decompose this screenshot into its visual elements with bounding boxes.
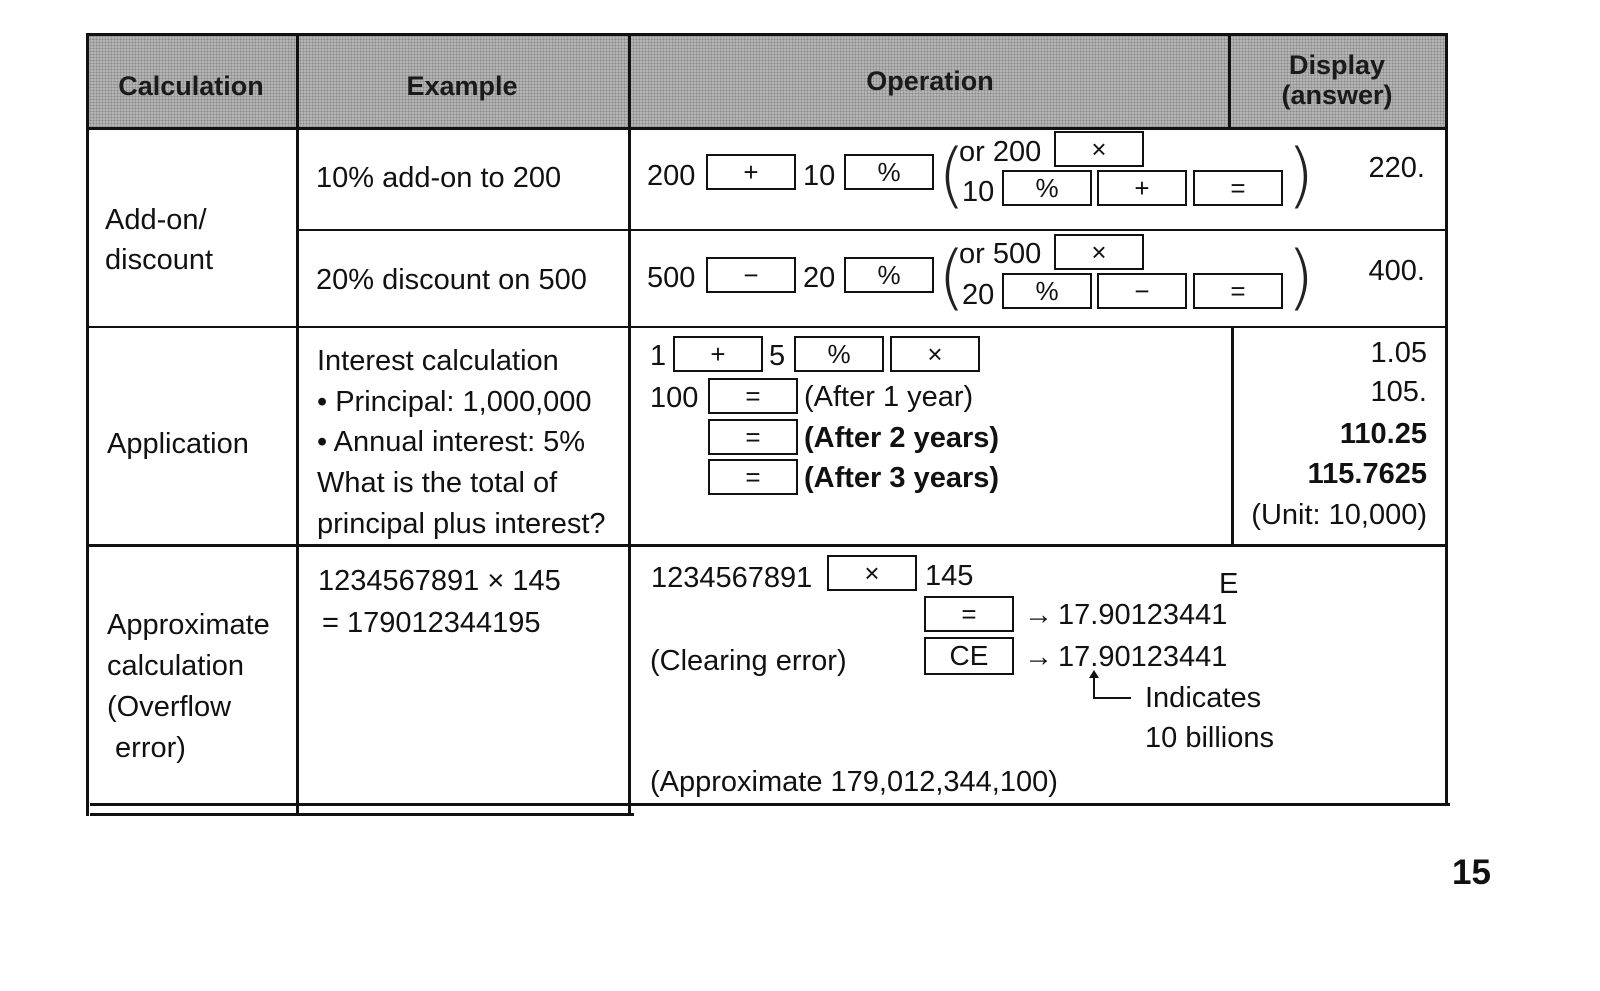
calc-approx-line: error): [107, 732, 186, 764]
example-application-line: • Principal: 1,000,000: [317, 386, 592, 418]
table-header-band: [86, 35, 1447, 127]
op1-n1: 200: [647, 160, 696, 192]
table-border-top: [86, 33, 1448, 36]
header-display-1: Display: [1288, 50, 1386, 80]
col-divider-display-header: [1228, 33, 1231, 130]
result-2: 17.90123441: [1058, 641, 1228, 673]
error-flag-e: E: [1219, 568, 1239, 600]
app-note-year-2: (After 2 years): [804, 422, 1000, 454]
display-app-line: 110.25: [1339, 418, 1427, 450]
key-percent: %: [794, 336, 884, 372]
example-application-line: Interest calculation: [317, 345, 559, 377]
key-multiply: ×: [1054, 131, 1144, 167]
key-equals: =: [924, 596, 1014, 632]
display-400: 400.: [1368, 255, 1425, 287]
key-minus: −: [706, 257, 796, 293]
header-calculation: Calculation: [118, 71, 264, 101]
calc-approx-line: Approximate: [107, 609, 270, 641]
display-220: 220.: [1368, 152, 1425, 184]
calc-approx-line: (Overflow: [107, 691, 232, 723]
op2-n1: 500: [647, 262, 696, 294]
example-addon: 10% add-on to 200: [316, 162, 562, 194]
key-plus: +: [706, 154, 796, 190]
op2-or-line: or 500: [959, 238, 1042, 270]
example-application-line: What is the total of: [317, 467, 558, 499]
calc-application: Application: [107, 428, 249, 460]
table-border-bottom: [90, 803, 1450, 806]
example-approx-1: 1234567891 × 145: [318, 565, 561, 597]
example-application-line: principal plus interest?: [317, 508, 606, 540]
table-border-bottom-left: [90, 813, 634, 816]
header-border-bottom: [86, 127, 1448, 130]
key-multiply: ×: [890, 336, 980, 372]
col-divider-display-application: [1231, 326, 1234, 546]
header-display-2: (answer): [1281, 80, 1393, 110]
app-op-n2: 5: [769, 340, 786, 372]
open-paren: (: [938, 134, 966, 216]
key-equals: =: [708, 459, 798, 495]
row-divider-approx: [88, 544, 1448, 547]
display-app-line: 105.: [1370, 376, 1427, 408]
key-percent: %: [1002, 273, 1092, 309]
app-note-year-3: (After 3 years): [804, 462, 1000, 494]
example-discount: 20% discount on 500: [316, 264, 587, 296]
example-approx-2: = 179012344195: [322, 607, 541, 639]
indicates-line-1: Indicates: [1145, 682, 1262, 714]
calc-approx-line: calculation: [107, 650, 245, 682]
close-paren: ): [1287, 134, 1315, 216]
result-1: 17.90123441: [1058, 599, 1228, 631]
approximate-note: (Approximate 179,012,344,100): [650, 766, 1058, 798]
op2-alt-n: 20: [962, 279, 995, 311]
table-border-left: [86, 33, 89, 816]
calc-addon-1: Add-on/: [105, 204, 207, 236]
key-minus: −: [1097, 273, 1187, 309]
table-border-right: [1445, 33, 1448, 806]
col-divider-2: [628, 33, 631, 816]
op1-n2: 10: [803, 160, 836, 192]
op1-alt-n: 10: [962, 176, 995, 208]
display-app-line: 1.05: [1370, 337, 1427, 369]
op2-n2: 20: [803, 262, 836, 294]
arrow-1: →: [1024, 599, 1053, 631]
display-unit: (Unit: 10,000): [1251, 499, 1427, 531]
close-paren: ): [1287, 236, 1315, 318]
key-equals: =: [1193, 170, 1283, 206]
example-application-line: • Annual interest: 5%: [317, 426, 586, 458]
key-multiply: ×: [827, 555, 917, 591]
header-operation: Operation: [866, 66, 994, 96]
approx-op-n1: 1234567891: [651, 562, 813, 594]
approx-op-n2: 145: [925, 560, 974, 592]
app-note-year-1: (After 1 year): [804, 381, 974, 413]
key-plus: +: [673, 336, 763, 372]
page-number: 15: [1452, 853, 1491, 892]
key-equals: =: [708, 419, 798, 455]
app-op-n3: 100: [650, 382, 699, 414]
key-percent: %: [844, 154, 934, 190]
row-divider-application: [86, 326, 1448, 328]
arrow-2: →: [1024, 641, 1053, 673]
key-plus: +: [1097, 170, 1187, 206]
app-op-n1: 1: [650, 340, 667, 372]
col-divider-1: [296, 33, 299, 816]
key-percent: %: [1002, 170, 1092, 206]
key-multiply: ×: [1054, 234, 1144, 270]
header-example: Example: [406, 71, 518, 101]
key-equals: =: [708, 378, 798, 414]
open-paren: (: [938, 236, 966, 318]
indicator-vertical-line: [1093, 676, 1095, 698]
key-percent: %: [844, 257, 934, 293]
indicator-arrowhead: [1089, 670, 1099, 678]
clearing-error-label: (Clearing error): [650, 645, 847, 677]
key-ce: CE: [924, 637, 1014, 675]
indicator-horizontal-line: [1093, 697, 1131, 699]
row-divider-addon: [298, 229, 1448, 231]
display-app-line: 115.7625: [1307, 458, 1427, 490]
key-equals: =: [1193, 273, 1283, 309]
op1-or-line: or 200: [959, 136, 1042, 168]
calc-addon-2: discount: [105, 244, 214, 276]
indicates-line-2: 10 billions: [1145, 722, 1274, 754]
